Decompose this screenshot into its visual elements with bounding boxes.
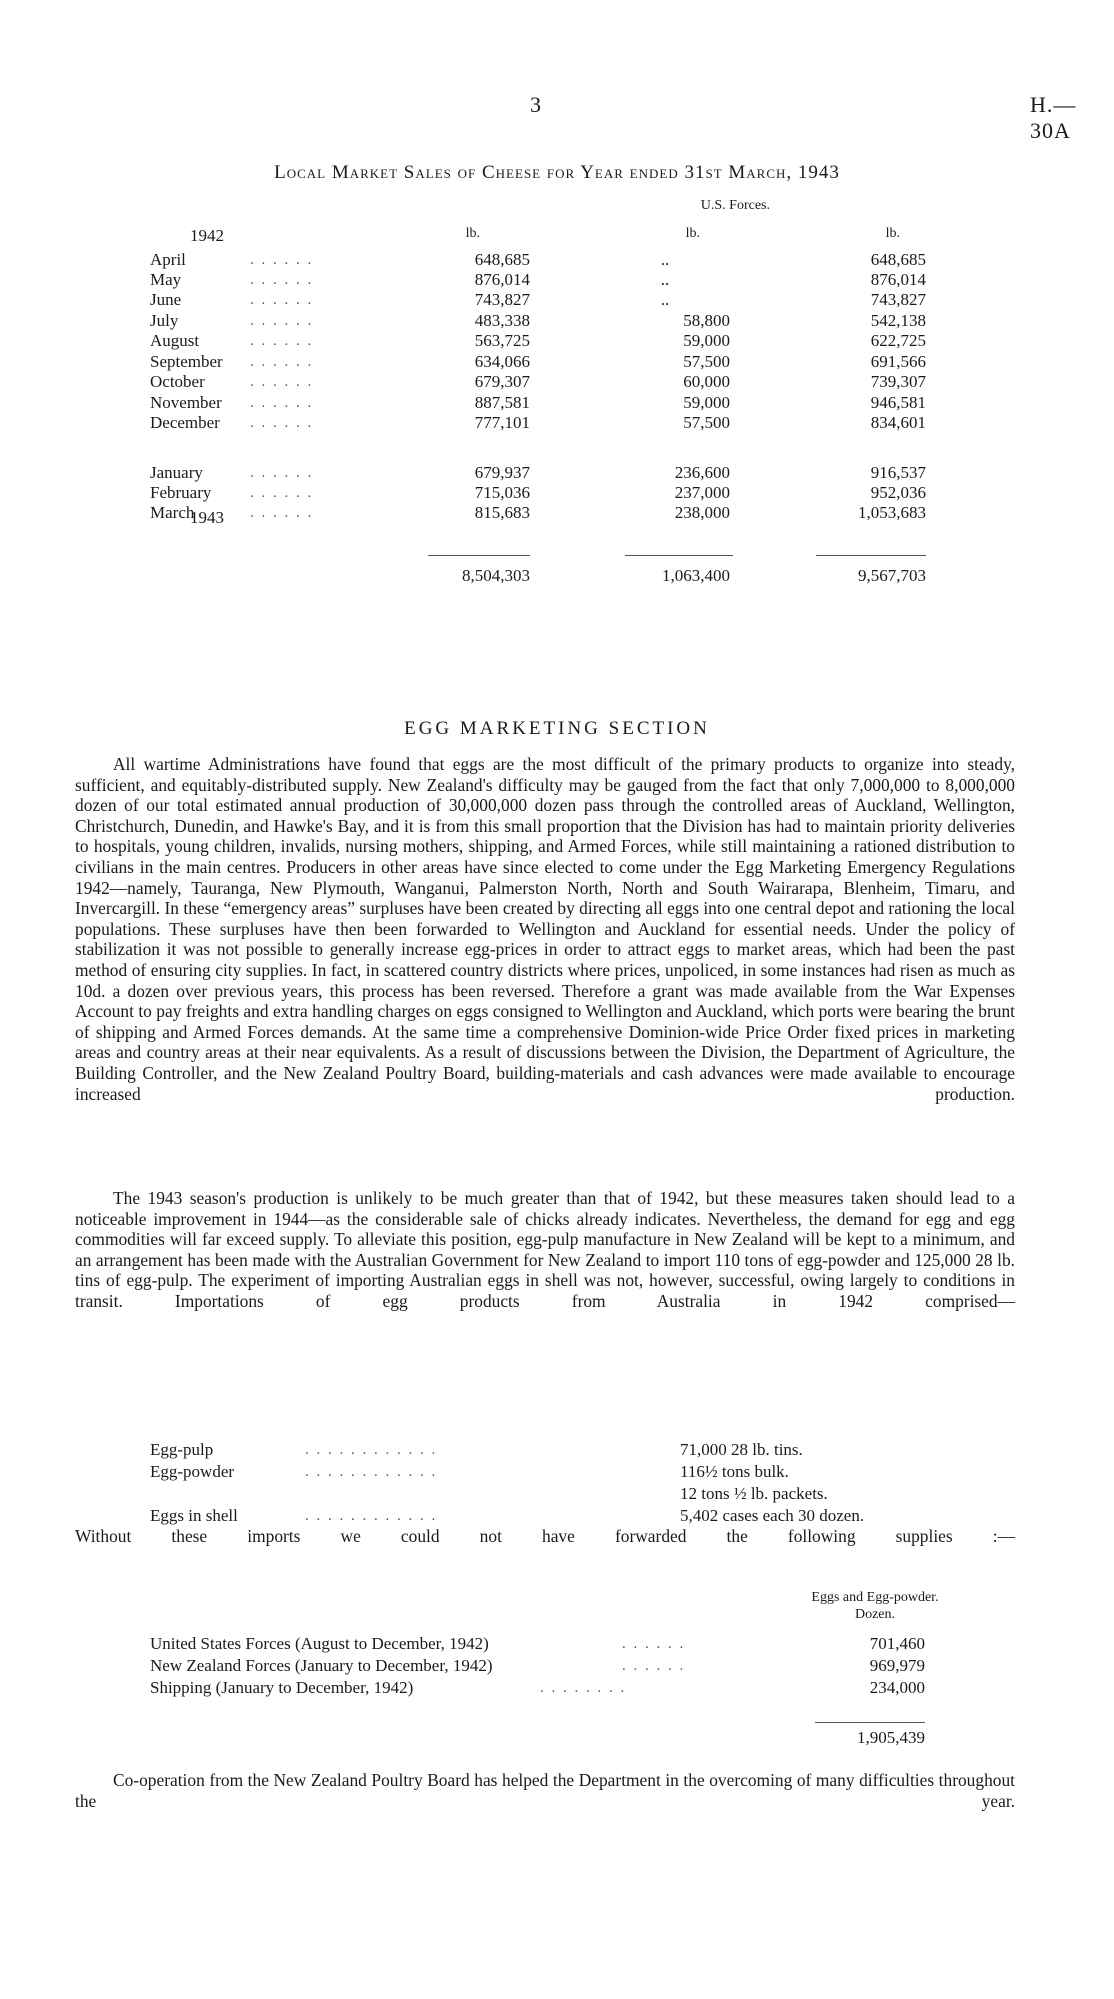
- us-forces-cell: ..: [660, 250, 670, 269]
- leader-dots: . . . . . .: [250, 252, 314, 268]
- us-forces-cell: ..: [660, 270, 670, 289]
- total-cell: 648,685: [870, 250, 926, 269]
- local-sales-cell: 648,685: [474, 250, 530, 269]
- page-reference: H.—30A: [1030, 92, 1077, 143]
- local-sales-cell: 679,937: [474, 463, 530, 482]
- month-label: June: [150, 290, 182, 309]
- us-forces-header: U.S. Forces.: [700, 198, 770, 213]
- leader-dots: . . . . . . . .: [540, 1680, 627, 1696]
- total-unit-header: lb.: [885, 226, 900, 241]
- local-sales-cell: 715,036: [474, 483, 530, 502]
- us-forces-cell: 59,000: [683, 331, 730, 350]
- total-cell: 876,014: [870, 270, 926, 289]
- us-forces-cell: 59,000: [683, 393, 730, 412]
- us-unit-header: lb.: [685, 226, 700, 241]
- supply-value: 701,460: [869, 1634, 925, 1653]
- month-label: November: [150, 393, 222, 412]
- leader-dots: . . . . . .: [250, 465, 314, 481]
- local-sales-cell: 634,066: [474, 352, 530, 371]
- import-quantity: 116½ tons bulk.: [680, 1462, 789, 1481]
- page-number: 3: [530, 92, 541, 117]
- leader-dots: . . . . . .: [250, 505, 314, 521]
- month-label: February: [150, 483, 212, 502]
- egg-paragraph-3: Without these imports we could not have forwarded the following supplies :—: [75, 1526, 1015, 1546]
- leader-dots: . . . . . .: [250, 485, 314, 501]
- month-label: December: [150, 413, 220, 432]
- local-total: 8,504,303: [462, 566, 530, 585]
- us-forces-cell: 236,600: [674, 463, 730, 482]
- import-item: Eggs in shell: [150, 1506, 238, 1525]
- year-1943-label: 1943: [190, 508, 224, 527]
- import-item: Egg-pulp: [150, 1440, 214, 1459]
- us-forces-cell: 58,800: [683, 311, 730, 330]
- supply-value: 234,000: [869, 1678, 925, 1697]
- egg-section-title: EGG MARKETING SECTION: [404, 718, 710, 739]
- us-forces-cell: 57,500: [683, 352, 730, 371]
- us-forces-cell: 60,000: [683, 372, 730, 391]
- egg-paragraph-1: All wartime Administrations have found that eggs are the most difficult of the primary products to organize into steady, sufficient, and equitably-distributed supply. New Zealand's difficulty may be gauged from the fact that only 7,000,000 to 8,000,000 dozen of our total estimated annual production of 30,000,000 dozen pass through the controlled areas of Auckland, Wellington, Christchurch, Dunedin, and Hawke's Bay, and it is from this small proportion that the Division has had to maintain priority deliveries to hospitals, young children, invalids, nursing mothers, shipping, and Armed Forces, while still maintaining a rationed distribution to civilians in the main centres. Producers in other areas have since elected to come under the Egg Marketing Emergency Regulations 1942—namely, Tauranga, New Plymouth, Wanganui, Palmerston North, North and South Wairarapa, Blenheim, Timaru, and Invercargill. In these “emergency areas” surpluses have been created by directing all eggs into one central depot and rationing the local populations. These surpluses have then been forwarded to Wellington and Auckland for essential needs. Under the policy of stabilization it was not possible to generally increase egg-prices in order to attract eggs to market areas, which had been the past method of ensuring city supplies. In fact, in scattered country districts where prices, unpoliced, in some instances had risen as much as 10d. a dozen over previous years, this process has been reversed. Therefore a grant was made available from the War Expenses Account to pay freights and extra handling charges on eggs consigned to Wellington and Auckland, which ports were bearing the brunt of shipping and Armed Forces demands. At the same time a comprehensive Dominion-wide Price Order fixed prices in marketing areas and country areas at their near equivalents. As a result of discussions between the Division, the Department of Agriculture, the Building Controller, and the New Zealand Poultry Board, building-materials and cash advances were made available to encourage increased production.: [75, 754, 1015, 1104]
- leader-dots: . . . . . .: [250, 272, 314, 288]
- us-forces-cell: 57,500: [683, 413, 730, 432]
- local-sales-cell: 876,014: [474, 270, 530, 289]
- leader-dots: . . . . . .: [250, 354, 314, 370]
- cheese-table-title: Local Market Sales of Cheese for Year ended 31st March, 1943: [274, 162, 840, 183]
- leader-dots: . . . . . . . . . . . .: [305, 1508, 438, 1524]
- supply-label: New Zealand Forces (January to December, 1942): [150, 1656, 493, 1675]
- leader-dots: . . . . . . . . . . . .: [305, 1464, 438, 1480]
- us-total: 1,063,400: [662, 566, 730, 585]
- us-total-rule: [625, 555, 733, 556]
- leader-dots: . . . . . .: [250, 313, 314, 329]
- month-label: January: [150, 463, 203, 482]
- grand-total: 9,567,703: [858, 566, 926, 585]
- supplies-unit-header: Dozen.: [854, 1607, 896, 1622]
- local-sales-cell: 815,683: [474, 503, 530, 522]
- leader-dots: . . . . . .: [622, 1658, 686, 1674]
- us-forces-cell: 237,000: [674, 483, 730, 502]
- leader-dots: . . . . . .: [250, 395, 314, 411]
- import-quantity: 71,000 28 lb. tins.: [680, 1440, 803, 1459]
- total-cell: 542,138: [870, 311, 926, 330]
- month-label: August: [150, 331, 200, 350]
- month-label: April: [150, 250, 186, 269]
- total-cell: 691,566: [870, 352, 926, 371]
- import-quantity: 5,402 cases each 30 dozen.: [680, 1506, 865, 1525]
- total-cell: 622,725: [870, 331, 926, 350]
- egg-paragraph-2: The 1943 season's production is unlikely to be much greater than that of 1942, but these measures taken should lead to a noticeable improvement in 1944—as the considerable sale of chicks already indicates. Nevertheless, the demand for egg and egg commodities will far exceed supply. To alleviate this position, egg-pulp manufacture in New Zealand will be kept to a minimum, and an arrangement has been made with the Australian Government for New Zealand to import 110 tons of egg-powder and 125,000 28 lb. tins of egg-pulp. The experiment of importing Australian eggs in shell was not, however, successful, owing largely to conditions in transit. Importations of egg products from Australia in 1942 comprised—: [75, 1188, 1015, 1311]
- leader-dots: . . . . . .: [250, 374, 314, 390]
- total-cell: 946,581: [870, 393, 926, 412]
- leader-dots: . . . . . . . . . . . .: [305, 1442, 438, 1458]
- month-label: March: [150, 503, 195, 522]
- supplies-header: Eggs and Egg-powder.: [811, 1590, 939, 1605]
- local-sales-cell: 483,338: [474, 311, 530, 330]
- us-forces-cell: ..: [660, 290, 670, 309]
- month-label: September: [150, 352, 223, 371]
- supply-value: 969,979: [869, 1656, 925, 1675]
- supplies-total-rule: [815, 1722, 925, 1723]
- leader-dots: . . . . . .: [250, 292, 314, 308]
- local-unit-header: lb.: [465, 226, 480, 241]
- local-sales-cell: 777,101: [474, 413, 530, 432]
- leader-dots: . . . . . .: [250, 333, 314, 349]
- total-cell: 916,537: [870, 463, 926, 482]
- leader-dots: . . . . . .: [250, 415, 314, 431]
- local-sales-cell: 563,725: [474, 331, 530, 350]
- grand-total-rule: [816, 555, 926, 556]
- total-cell: 952,036: [870, 483, 926, 502]
- month-label: July: [150, 311, 179, 330]
- month-label: May: [150, 270, 182, 289]
- local-sales-cell: 743,827: [474, 290, 530, 309]
- supply-label: United States Forces (August to December, 1942): [150, 1634, 489, 1653]
- import-item: Egg-powder: [150, 1462, 235, 1481]
- total-cell: 834,601: [870, 413, 926, 432]
- supplies-total: 1,905,439: [857, 1728, 925, 1747]
- import-quantity: 12 tons ½ lb. packets.: [680, 1484, 828, 1503]
- leader-dots: . . . . . .: [622, 1636, 686, 1652]
- supply-label: Shipping (January to December, 1942): [150, 1678, 414, 1697]
- local-sales-cell: 679,307: [474, 372, 530, 391]
- us-forces-cell: 238,000: [674, 503, 730, 522]
- month-label: October: [150, 372, 205, 391]
- local-total-rule: [428, 555, 530, 556]
- total-cell: 743,827: [870, 290, 926, 309]
- total-cell: 1,053,683: [858, 503, 926, 522]
- egg-paragraph-4: Co-operation from the New Zealand Poultry Board has helped the Department in the overcoming of many difficulties throughout the year.: [75, 1770, 1015, 1811]
- total-cell: 739,307: [870, 372, 926, 391]
- year-1942-label: 1942: [190, 226, 224, 245]
- local-sales-cell: 887,581: [474, 393, 530, 412]
